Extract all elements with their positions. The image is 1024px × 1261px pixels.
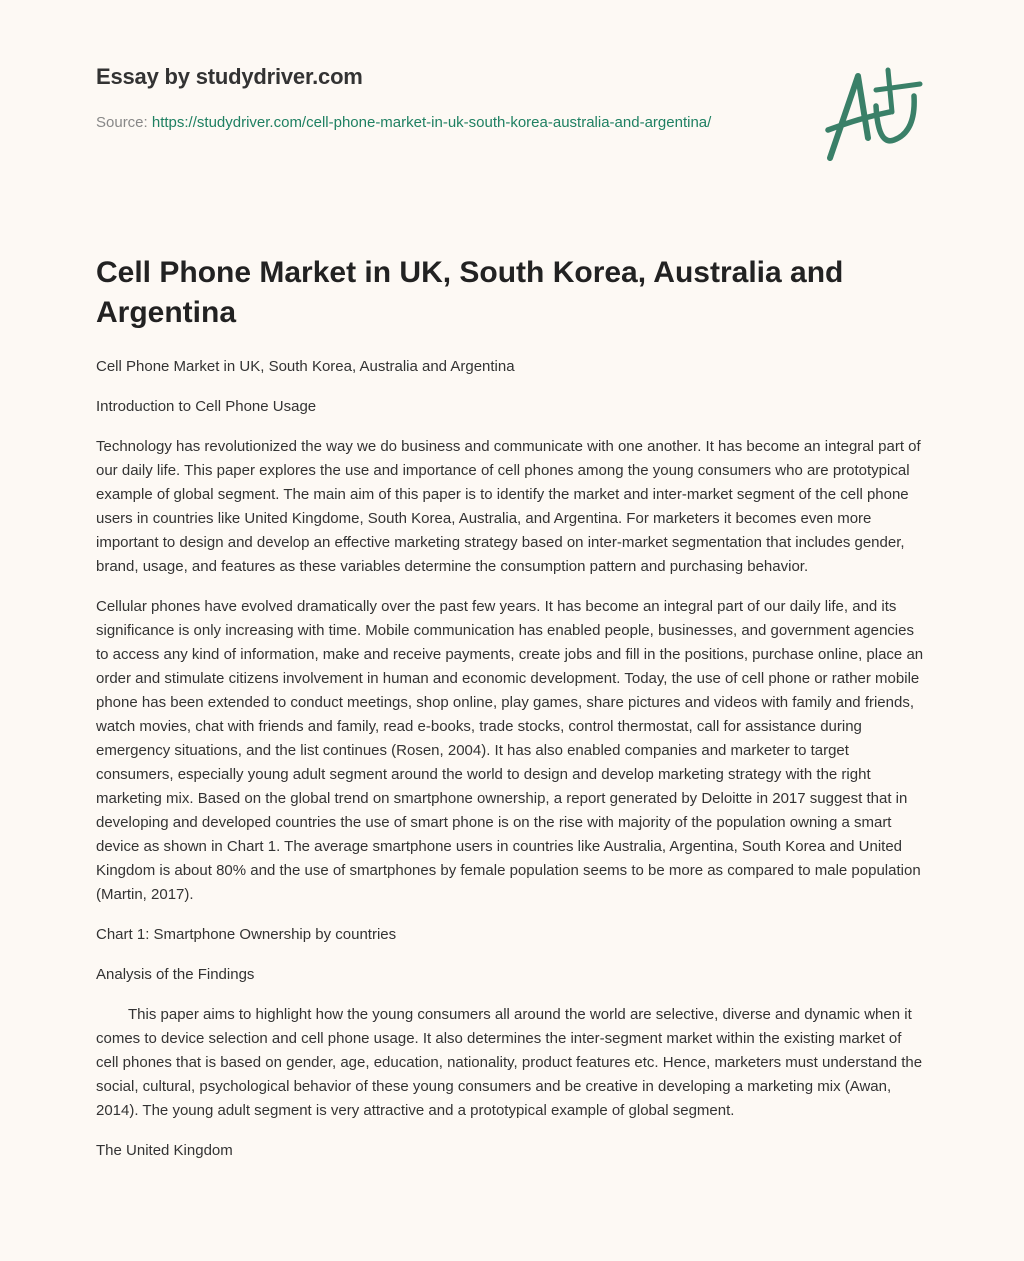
paragraph: Cellular phones have evolved dramatically over the past few years. It has become an integral part of our daily life, and its significance is only increasing with time. Mobile communication has enabled people, businesses, and government agencies to access any kind of information, make and receive payments, create jobs and fill in the positions, purchase online, place an order and stimulate citizens involvement in human and economic development. Today, the use of cell phone or rather mobile phone has been extended to conduct meetings, shop online, play games, share pictures and videos with family and friends, watch movies, chat with friends and family, read e-books, trade stocks, control thermostat, call for assistance during emergency situations, and the list continues (Rosen, 2004). It has also enabled companies and marketer to target consumers, especially young adult segment around the world to design and develop marketing strategy with the right marketing mix. Based on the global trend on smartphone ownership, a report generated by Deloitte in 2017 suggest that in developing and developed countries the use of smart phone is on the rise with majority of the population owning a smart device as shown in Chart 1. The average smartphone users in countries like Australia, Argentina, South Korea and United Kingdom is about 80% and the use of smartphones by female population seems to be more as compared to male population (Martin, 2017). (96, 598, 924, 903)
source-line (96, 111, 736, 135)
essay-body (96, 355, 928, 1179)
source-link[interactable]: https://studydriver.com/cell-phone-market-in-uk-south-korea-australia-and-argentina/ (151, 114, 712, 131)
paragraph: Technology has revolutionized the way we do business and communicate with one another. It has become an integral part of our daily life. This paper explores the use and importance of cell phones among the young consumers who are prototypical example of global segment. The main aim of this paper is to identify the market and inter-market segment of the cell phone users in countries like United Kingdome, South Korea, Australia, and Argentina. For marketers it becomes even more important to design and develop an effective marketing strategy based on inter-market segmentation that includes gender, brand, usage, and features as these variables determine the consumption pattern and purchasing behavior. (96, 438, 921, 575)
section-heading: The United Kingdom (96, 1142, 233, 1159)
subtitle: Cell Phone Market in UK, South Korea, Australia and Argentina (96, 358, 515, 375)
paragraph: This paper aims to highlight how the young consumers all around the world are selective, diverse and dynamic when it comes to device selection and cell phone usage. It also determines the inter-segment market within the existing market of cell phones that is based on gender, age, education, nationality, product features etc. Hence, marketers must understand the social, cultural, psychological behavior of these young consumers and be creative in developing a marketing mix (Awan, 2014). The young adult segment is very attractive and a prototypical example of global segment. (96, 1006, 923, 1119)
section-heading: Analysis of the Findings (96, 966, 255, 983)
section-heading: Introduction to Cell Phone Usage (96, 398, 317, 415)
site-brand: Essay by studydriver.com (96, 64, 363, 89)
source-label: Source: (96, 114, 152, 131)
essay-title: Cell Phone Market in UK, South Korea, Australia and Argentina (96, 256, 844, 329)
chart-caption: Chart 1: Smartphone Ownership by countries (96, 926, 397, 943)
a-plus-logo-icon (820, 66, 930, 166)
